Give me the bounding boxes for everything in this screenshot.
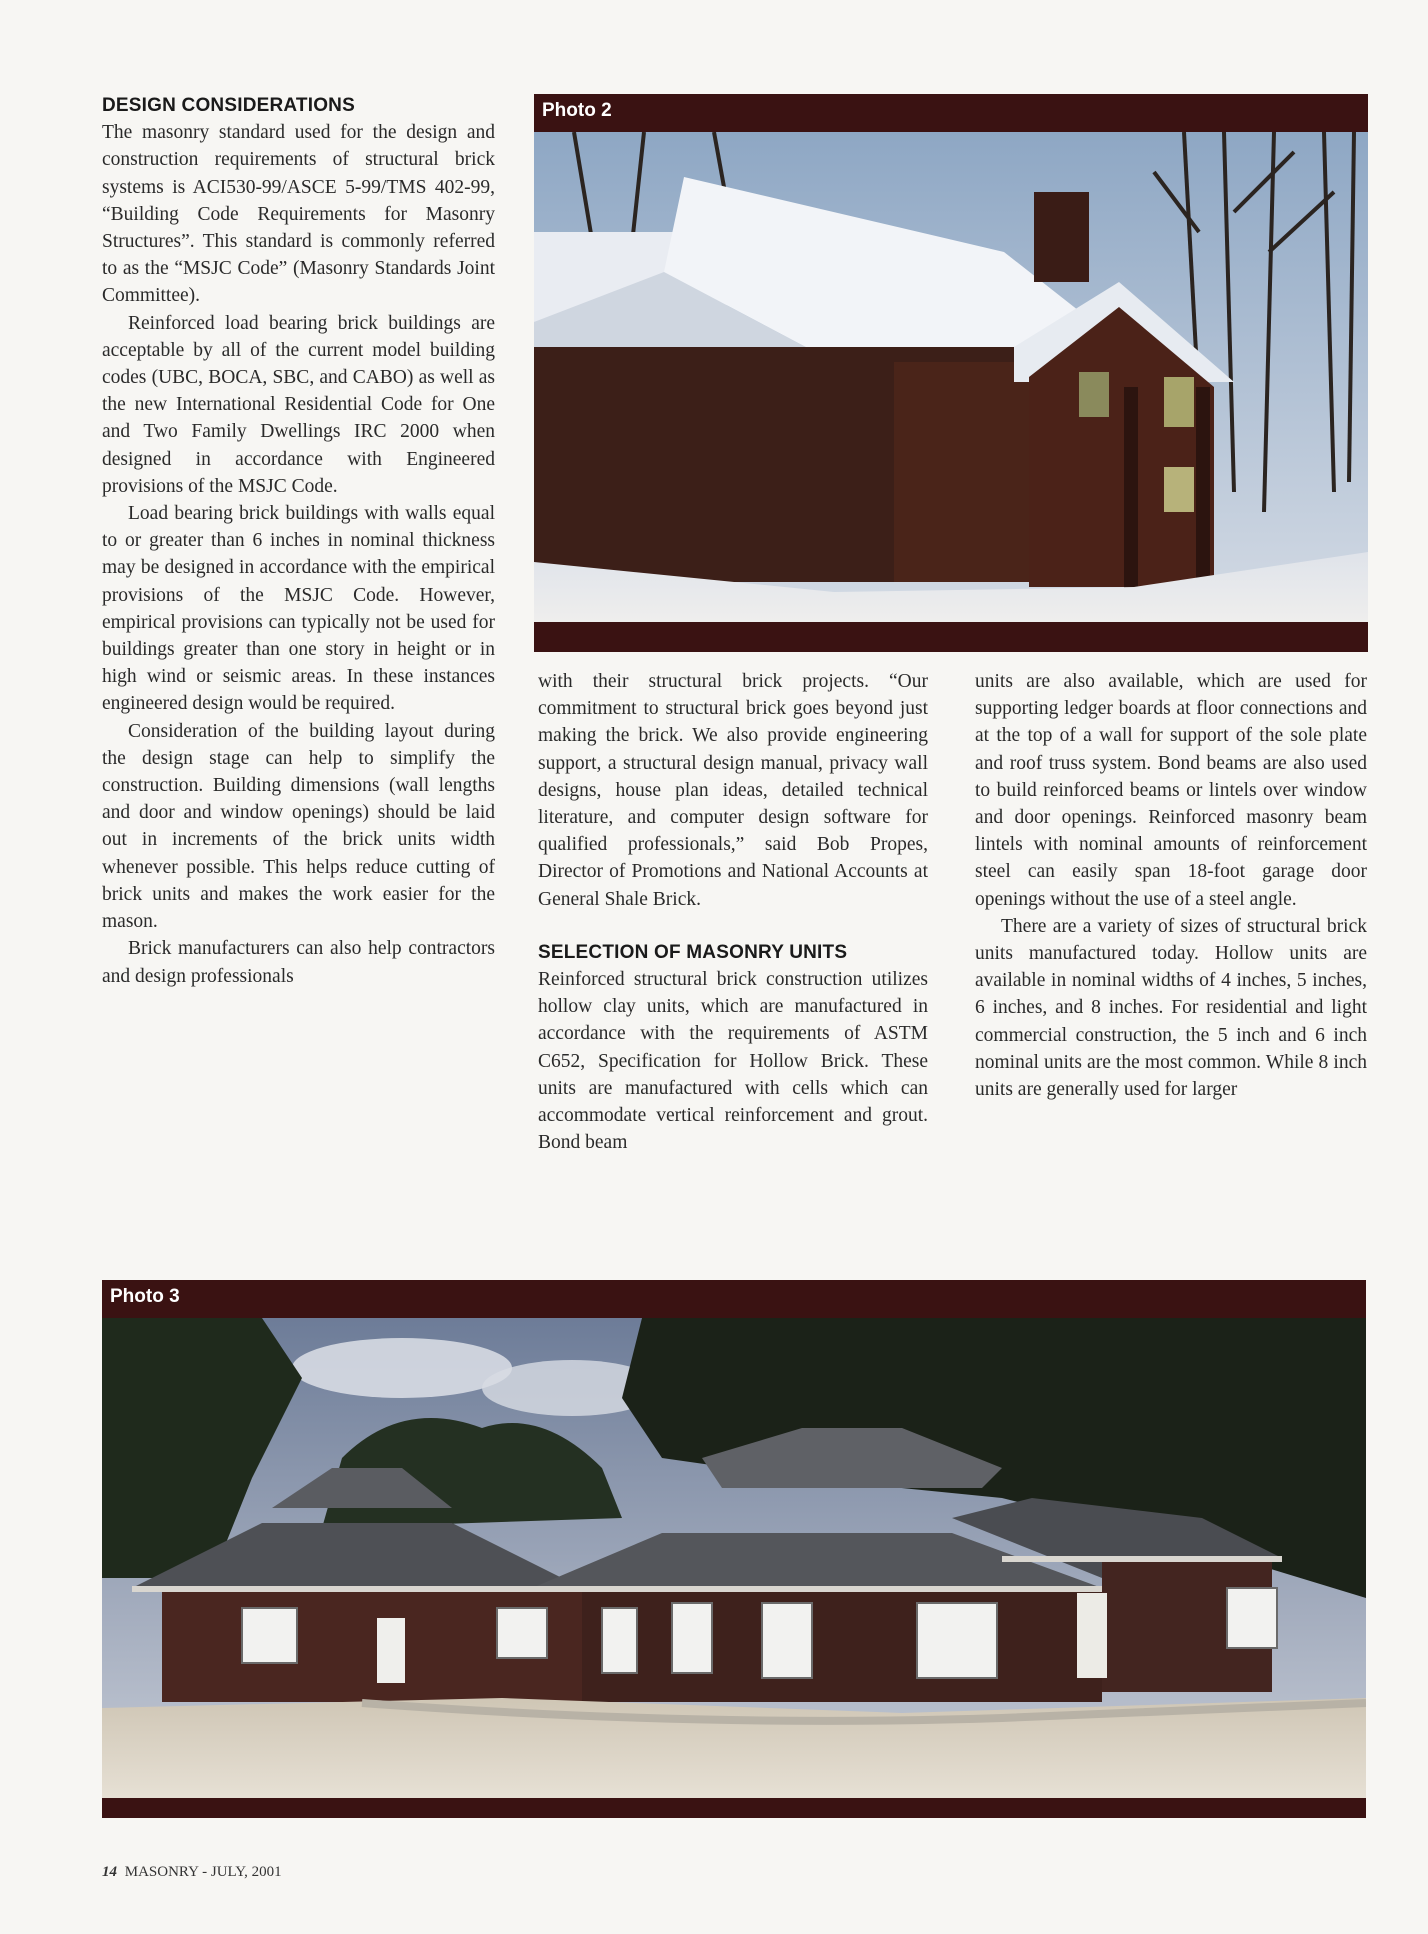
paragraph: Reinforced structural brick construction utilizes hollow clay units, which are manufactured in accordance with the requirements of ASTM C652, Specification for Hollow Brick. These units are manufactured with cells which can accommodate vertical reinforcement and grout. Bond beam xyxy=(538,969,928,1154)
paragraph: There are a variety of sizes of structural brick units manufactured today. Hollow units are available in nominal widths of 4 inches, 5 inches, 6 inches, and 8 inches. For residential and light commercial construction, the 5 inch and 6 inch nominal units are the most common. While 8 inch units are generally used for larger xyxy=(975,915,1367,1101)
page-number: 14 xyxy=(102,1864,117,1880)
column-design-considerations xyxy=(102,92,495,990)
photo-2-frame xyxy=(534,94,1368,652)
photo-3-label: Photo 3 xyxy=(110,1286,180,1307)
paragraph: Consideration of the building layout during the design stage can help to simplify the construction. Building dimensions (wall lengths and door and window openings) should be laid out in increments of the brick units width whenever possible. This helps reduce cutting of brick units and makes the work easier for the mason. xyxy=(102,720,495,933)
photo-3-frame xyxy=(102,1280,1366,1818)
publication-info: MASONRY - JULY, 2001 xyxy=(124,1864,282,1880)
section-heading-design-considerations: DESIGN CONSIDERATIONS xyxy=(102,95,355,116)
column-selection-of-masonry-units xyxy=(538,668,928,1156)
photo-3-image xyxy=(102,1318,1366,1810)
paragraph: with their structural brick projects. “Our commitment to structural brick goes beyond just making the brick. We also provide engineering support, a structural design manual, privacy wall designs, house plan ideas, detailed technical literature, and computer design software for qualified professionals,” said Bob Propes, Director of Promotions and National Accounts at General Shale Brick. xyxy=(538,671,928,910)
page-footer xyxy=(102,1864,282,1881)
paragraph: Load bearing brick buildings with walls equal to or greater than 6 inches in nominal thickness may be designed in accordance with the empirical provisions of the MSJC Code. However, empirical provisions can typically not be used for buildings greater than one story in height or in high wind or seismic areas. In these instances engineered design would be required. xyxy=(102,503,495,715)
paragraph: units are also available, which are used for supporting ledger boards at floor connections and at the top of a wall for support of the sole plate and roof truss system. Bond beams are also used to build reinforced beams or lintels over window and door openings. Reinforced masonry beam lintels with nominal amounts of reinforcement steel can easily span 18-foot garage door openings without the use of a steel angle. xyxy=(975,671,1367,910)
paragraph: The masonry standard used for the design and construction requirements of structural brick systems is ACI530-99/ASCE 5-99/TMS 402-99, “Building Code Requirements for Masonry Structures”. This standard is commonly referred to as the “MSJC Code” (Masonry Standards Joint Committee). xyxy=(102,122,495,307)
paragraph: Reinforced load bearing brick buildings are acceptable by all of the current model building codes (UBC, BOCA, SBC, and CABO) as well as the new International Residential Code for One and Two Family Dwellings IRC 2000 when designed in accordance with Engineered provisions of the MSJC Code. xyxy=(102,312,495,497)
column-continued xyxy=(975,668,1367,1103)
section-heading-selection-of-masonry-units: SELECTION OF MASONRY UNITS xyxy=(538,941,848,963)
photo-2-image xyxy=(534,132,1368,642)
photo-2-label: Photo 2 xyxy=(542,100,612,121)
paragraph: Brick manufacturers can also help contractors and design professionals xyxy=(102,938,495,987)
